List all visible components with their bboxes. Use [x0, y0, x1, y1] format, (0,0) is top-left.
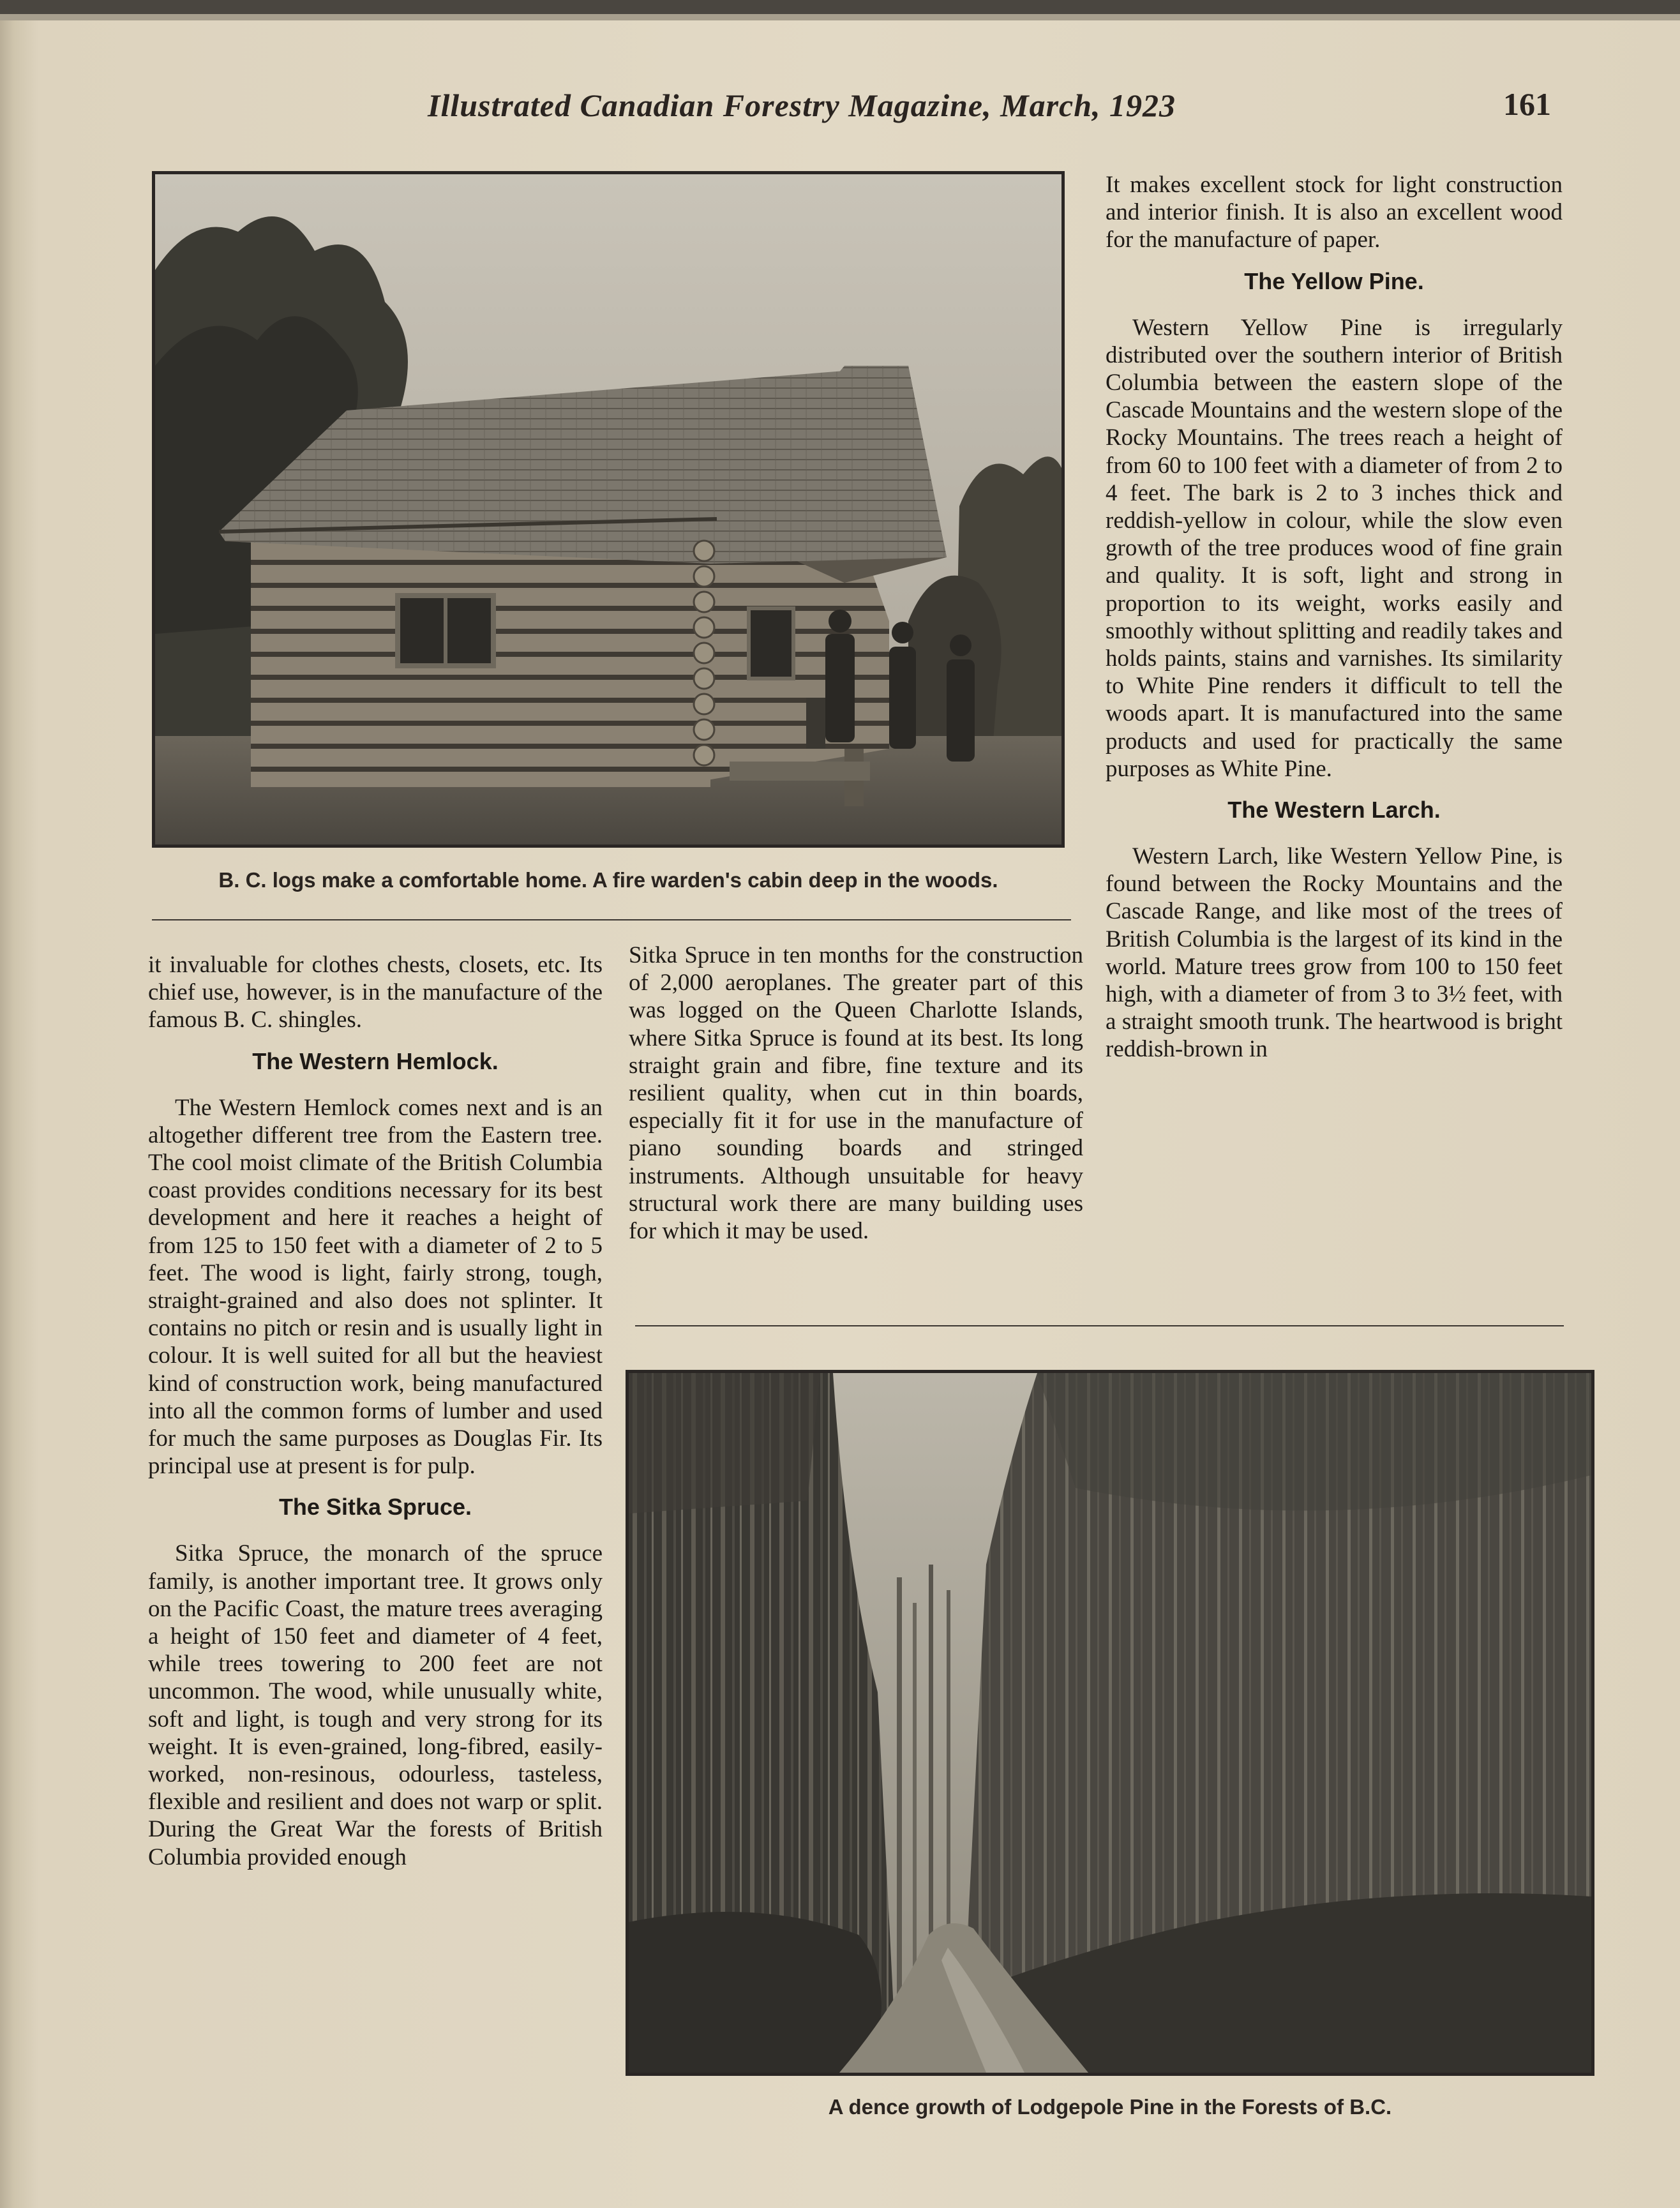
paragraph: it invaluable for clothes chests, closets, etc. Its chief use, however, is in the manufacture of the famous B. C. shingles.: [148, 952, 603, 1033]
column-right: [1106, 171, 1563, 1063]
cabin-photo-caption: B. C. logs make a comfortable home. A fire warden's cabin deep in the woods.: [218, 868, 998, 892]
section-heading-western-hemlock: The Western Hemlock.: [252, 1048, 499, 1074]
paragraph: Sitka Spruce in ten months for the construction of 2,000 aeroplanes. The greater part of this was logged on the Queen Charlotte Islands, where Sitka Spruce is found at its best. Its long straight grain and fibre, fine texture and its resilient quality, when cut in thin boards, especially fit it for use in the manufacture of piano sounding boards and stringed instruments. Although unsuitable for heavy structural work there are many building uses for which it may be used.: [629, 942, 1083, 1245]
forest-photo-image: [629, 1373, 1591, 2073]
caption-rule: [152, 919, 1071, 920]
page-number: 161: [1503, 86, 1551, 122]
column-separator-rule: [635, 1325, 1564, 1326]
paragraph: It makes excellent stock for light construction and interior finish. It is also an excellent wood for the manufacture of paper.: [1106, 172, 1563, 253]
cabin-photo-image: [155, 174, 1061, 845]
paragraph: The Western Hemlock comes next and is an altogether different tree from the Eastern tree. The cool moist climate of the British Columbia coast provides conditions necessary for its best development and here it reaches a height of from 125 to 150 feet with a diameter of 2 to 5 feet. The wood is light, fairly strong, tough, straight-grained and also does not splinter. It contains no pitch or resin and is usually light in colour. It is well suited for all but the heaviest kind of construction work, being manufactured into all the common forms of lumber and used for much the same purposes as Douglas Fir. Its principal use at present is for pulp.: [148, 1094, 603, 1480]
forest-photo-caption: A dence growth of Lodgepole Pine in the Forests of B.C.: [828, 2095, 1392, 2119]
section-heading-western-larch: The Western Larch.: [1227, 797, 1441, 823]
section-heading-yellow-pine: The Yellow Pine.: [1244, 267, 1424, 294]
magazine-header-title: Illustrated Canadian Forestry Magazine, March, 1923: [428, 87, 1176, 123]
paragraph: Western Larch, like Western Yellow Pine, is found between the Rocky Mountains and the Cascade Range, and like most of the trees of British Columbia is the largest of its kind in the world. Mature trees grow from 100 to 150 feet high, with a diameter of from 3 to 3½ feet, with a straight smooth trunk. The heartwood is bright reddish-brown in: [1106, 843, 1563, 1063]
forest-photo: [626, 1370, 1594, 2076]
paragraph: Sitka Spruce, the monarch of the spruce family, is another important tree. It grows only on the Pacific Coast, the mature trees averaging a height of 150 feet and diameter of 4 feet, while trees towering to 200 feet are not uncommon. The wood, while unusually white, soft and light, is tough and very strong for its weight. It is even-grained, long-fibred, easily-worked, non-resinous, odourless, tasteless, flexible and resilient and does not warp or split. During the Great War the forests of British Columbia provided enough: [148, 1540, 603, 1870]
column-left: [148, 951, 603, 1871]
column-middle: [629, 942, 1083, 1245]
cabin-photo: [152, 171, 1065, 848]
page-top-edge-shadow: [0, 14, 1680, 20]
paragraph: Western Yellow Pine is irregularly distributed over the southern interior of British Columbia between the eastern slope of the Cascade Mountains and the western slope of the Rocky Mountains. The trees reach a height of from 60 to 100 feet with a diameter of from 2 to 4 feet. The bark is 2 to 3 inches thick and reddish-yellow in colour, while the slow even growth of the tree produces wood of fine grain and quality. It is soft, light and strong in proportion to its weight, works easily and smoothly without splitting and readily takes and holds paints, stains and varnishes. Its similarity to White Pine renders it difficult to tell the woods apart. It is manufactured into the same products and used for practically the same purposes as White Pine.: [1106, 314, 1563, 782]
section-heading-sitka-spruce: The Sitka Spruce.: [278, 1494, 472, 1521]
page-top-edge: [0, 0, 1680, 14]
